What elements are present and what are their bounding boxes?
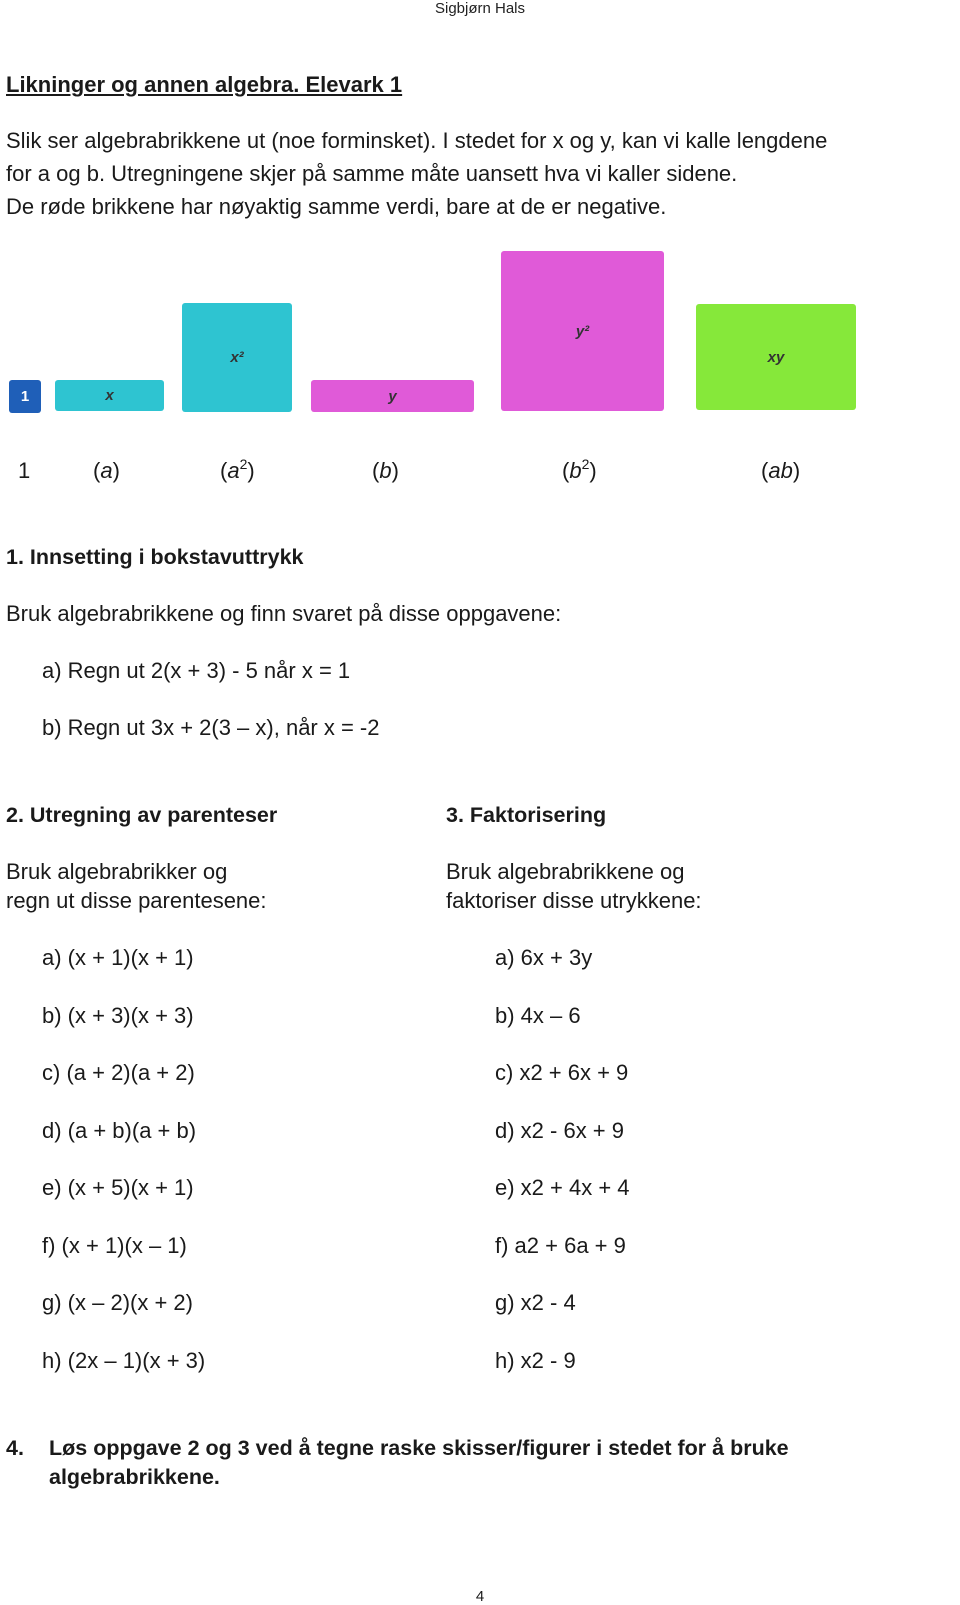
section-1-instruction: Bruk algebrabrikkene og finn svaret på disse oppgavene: [6,601,562,626]
section-3-instruction-1: Bruk algebrabrikkene og [446,859,685,884]
page-number: 4 [475,1588,485,1605]
list-item: c) (a + 2)(a + 2) [42,1060,195,1085]
document-title: Likninger og annen algebra. Elevark 1 [6,72,403,97]
list-item: e) x2 + 4x + 4 [495,1175,630,1200]
list-item: e) (x + 5)(x + 1) [42,1175,194,1200]
section-4-number: 4. [6,1436,24,1460]
tile-name-b: (b) [372,458,399,483]
tile-1 [9,380,41,413]
list-item: h) (2x – 1)(x + 3) [42,1347,206,1373]
tile-name-ab: (ab) [761,458,801,483]
tile-name-a: (a) [93,458,120,483]
tile-label: y² [575,322,590,340]
section-4-text-1: Løs oppgave 2 og 3 ved å tegne raske skisser/figurer i stedet for å bruke [49,1436,789,1460]
list-item: d) (a + b)(a + b) [42,1117,197,1143]
tile-label: 1 [20,388,30,405]
tile-x [55,380,164,411]
page-header: Sigbjørn Hals [434,0,526,17]
tile-x-squared [182,303,292,412]
tile-y [311,380,474,412]
section-1-heading: 1. Innsetting i bokstavuttrykk [6,545,304,569]
intro-line-1: Slik ser algebrabrikkene ut (noe forminsket). I stedet for x og y, kan vi kalle lengdene [6,128,828,153]
section-2-instruction-2: regn ut disse parentesene: [6,888,267,913]
section-3-heading: 3. Faktorisering [446,803,607,827]
section-3-instruction-2: faktoriser disse utrykkene: [446,888,702,913]
tile-label: y [388,387,397,405]
list-item: f) (x + 1)(x – 1) [42,1232,187,1258]
section-2-heading: 2. Utregning av parenteser [6,803,278,827]
intro-line-2: for a og b. Utregningene skjer på samme måte uansett hva vi kaller sidene. [6,161,738,186]
section-4-text-2: algebrabrikkene. [49,1465,220,1489]
list-item: h) x2 - 9 [495,1347,576,1373]
list-item: b) (x + 3)(x + 3) [42,1002,194,1028]
tile-xy [696,304,856,410]
section-1-item-b: b) Regn ut 3x + 2(3 – x), når x = -2 [42,715,380,740]
list-item: g) x2 - 4 [495,1290,576,1315]
list-item: g) (x – 2)(x + 2) [42,1290,193,1315]
tile-label: x² [230,349,244,366]
tile-name-1: 1 [18,458,31,483]
list-item: c) x2 + 6x + 9 [495,1060,629,1085]
section-2-instruction-1: Bruk algebrabrikker og [6,859,228,884]
tile-label: xy [767,348,785,366]
list-item: d) x2 - 6x + 9 [495,1117,625,1143]
tile-y-squared [501,251,664,411]
list-item: b) 4x – 6 [495,1002,581,1028]
section-1-item-a: a) Regn ut 2(x + 3) - 5 når x = 1 [42,658,351,683]
list-item: f) a2 + 6a + 9 [495,1232,626,1258]
tile-name-b2: $(b^2)$ [562,456,597,483]
list-item: a) 6x + 3y [495,945,593,970]
tile-label: x [105,387,114,404]
list-item: a) (x + 1)(x + 1) [42,945,194,970]
tile-name-a2: $(a^2)$ [220,456,255,483]
intro-line-3: De røde brikkene har nøyaktig samme verdi, bare at de er negative. [6,194,667,219]
